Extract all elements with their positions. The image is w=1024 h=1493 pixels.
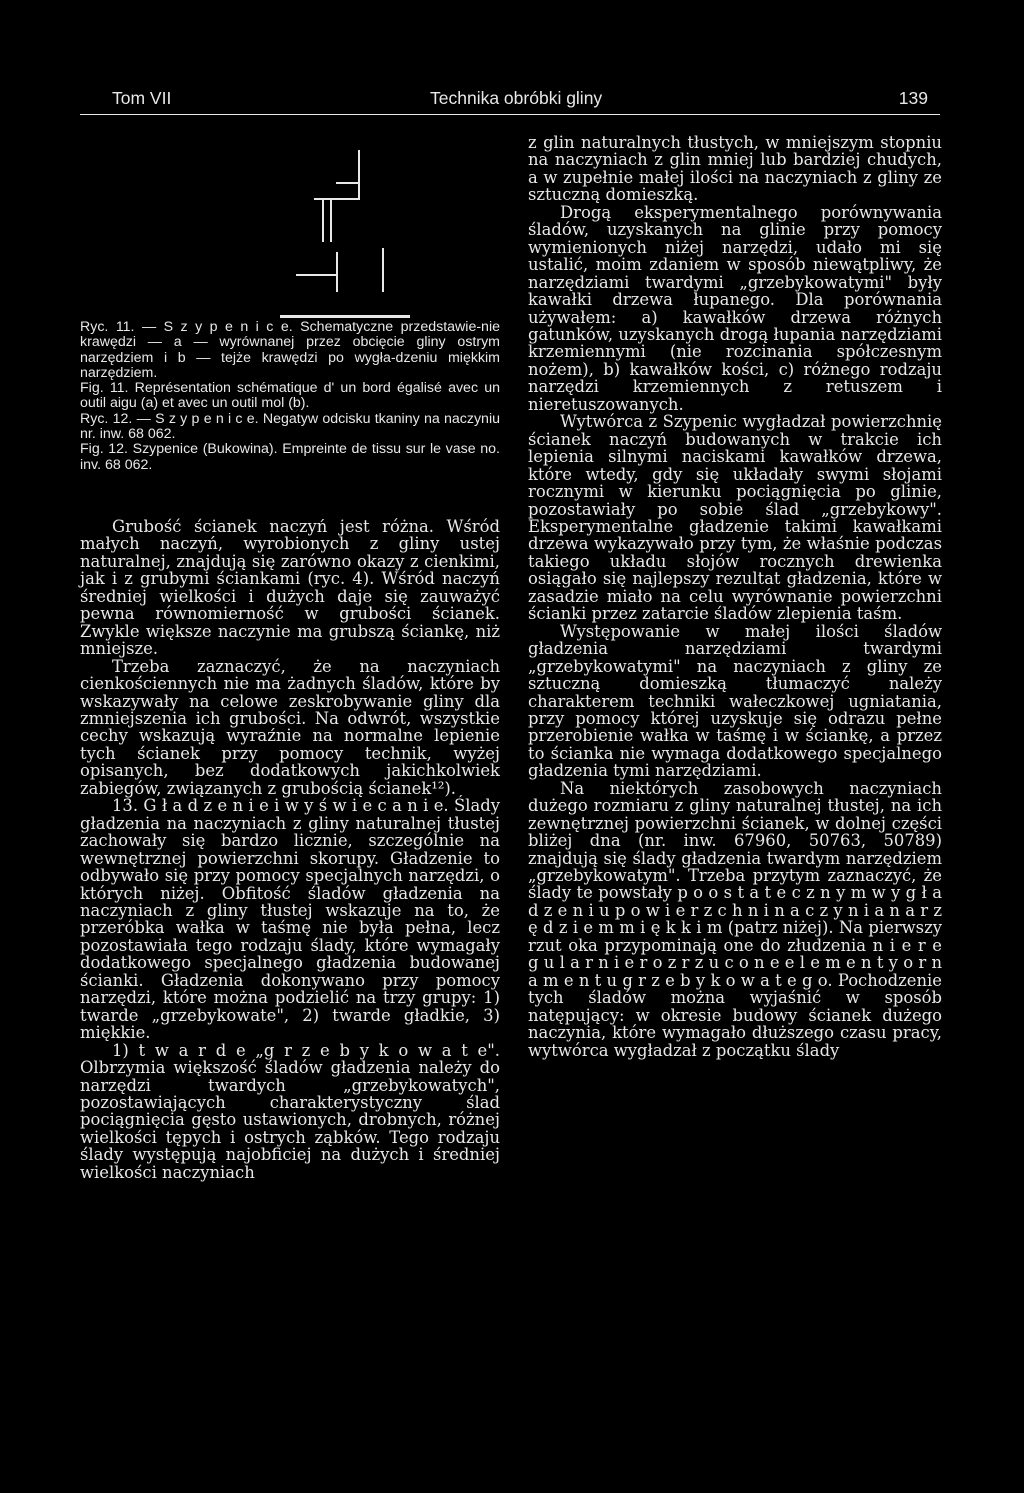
paragraph: Trzeba zaznaczyć, że na naczyniach cienkościennych nie ma żadnych śladów, które by wskazywały na celowe zeskrobywanie gliny dla zmniejszenia ich grubości. Na odwrót, wszystkie cechy wskazują wyraźnie na normalne lepienie tych ścianek przy pomocy technik, wyżej opisanych, bez dodatkowych jakichkolwiek zabiegów, związanych z grubością ścianek¹²).: [80, 656, 500, 798]
running-header: [80, 88, 940, 115]
caption-ryc-11: Ryc. 11. — S z y p e n i c e. Schematyczne przedstawie-nie krawędzi — a — wyrównanej przez obcięcie gliny ostrym narzędziem i b — tejże krawędzi po wygła-dzeniu miękkim narzędziem.: [80, 319, 500, 381]
paragraph: 13. G ł a d z e n i e i w y ś w i e c a n i e. Ślady gładzenia na naczyniach z gliny naturalnej tłustej zachowały się bardzo licznie, szczególnie na wewnętrznej powierzchni skorupy. Gładzenie to odbywało się przy pomocy specjalnych narzędzi, o których niżej. Obfitość śladów gładzenia na naczyniach z gliny tłustej wskazuje na to, że przeróbka wałka w taśmę nie była pełna, lecz pozostawiała tego rodzaju ślady, które wymagały dodatkowego specjalnego gładzenia budowanej ścianki. Gładzenia dokonywano przy pomocy narzędzi, które można podzielić na trzy grupy: 1) twarde „grzebykowate", 2) twarde gładkie, 3) miękkie.: [80, 796, 500, 1043]
paragraph: Drogą eksperymentalnego porównywania śladów, uzyskanych na glinie przy pomocy wymienionych niżej narzędzi, udało mi się ustalić, moim zdaniem w sposób niewątpliwy, że narzędziami twardymi „grzebykowatymi" były kawałki drzewa łupanego. Dla porównania używałem: a) kawałków drzewa różnych gatunków, uzyskanych drogą łupania narzędziami krzemiennymi (nie rozcinania spółczesnym nożem), b) kawałków kości, c) różnego rodzaju narzędzi krzemiennych z retuszem i nieretuszowanych.: [528, 202, 942, 414]
paragraph: Występowanie w małej ilości śladów gładzenia narzędziami twardymi „grzebykowatymi" na naczyniach z gliny ze sztuczną domieszką tłumaczyć należy charakterem techniki wałeczkowej ugniatania, przy pomocy której uzyskuje się odrazu pełne przerobienie wałka w taśmę i w ściankę, a przez to ścianka nie wymaga dodatkowego specjalnego gładzenia tymi narzędziami.: [528, 621, 942, 781]
page-number: 139: [898, 88, 928, 108]
paragraph: Grubość ścianek naczyń jest różna. Wśród małych naczyń, wyrobionych z gliny ustej naturalnej, znajdują się zarówno okazy z cienkimi, jak i z grubymi ściankami (ryc. 4). Wśród naczyń średniej wielkości i dużych daje się zauważyć pewna równomierność w grubości ścianek. Zwykle większe naczynie ma grubszą ściankę, niż mniejsze.: [80, 517, 500, 659]
caption-ryc-12: Ryc. 12. — S z y p e n i c e. Negatyw odcisku tkaniny na naczyniu nr. inw. 68 062.: [80, 410, 500, 443]
caption-fig-11: Fig. 11. Représentation schématique d' un bord égalisé avec un outil aigu (a) et avec un outil mol (b).: [80, 380, 500, 412]
figure-caption: [80, 320, 500, 473]
figure-schematic-edges: [280, 150, 420, 325]
paragraph: 1) t w a r d e „g r z e b y k o w a t e". Olbrzymia większość śladów gładzenia należy do narzędzi twardych „grzebykowatych", pozostawiających charakterystyczny ślad pociągnięcia gęsto ustawionych, drobnych, różnej wielkości tępych i ostrych ząbków. Tego rodzaju ślady występują najobficiej na dużych i średniej wielkości naczyniach: [80, 1040, 500, 1182]
caption-fig-12: Fig. 12. Szypenice (Bukowina). Empreinte de tissu sur le vase no. inv. 68 062.: [80, 441, 500, 473]
running-title: Technika obróbki gliny: [430, 88, 603, 108]
left-text-column: [80, 518, 500, 1181]
paragraph: Na niektórych zasobowych naczyniach dużego rozmiaru z gliny naturalnej tłustej, na ich zewnętrznej powierzchni ścianek, w dolnej części bliżej dna (nr. inw. 67960, 50763, 50789) znajdują się ślady gładzenia twardym narzędziem „grzebykowatym". Trzeba przytym zaznaczyć, że ślady te powstały p o o s t a t e c z n y m w y g ł a d z e n i u p o w i e r z c h n i n a c z y n i a n a r z ę d z i e m m i ę k k i m (patrz niżej). Na pierwszy rzut oka przypominają one do złudzenia n i e r e g u l a r n i e r o z r z u c o n e e l e m e n t y o r n a m e n t u g r z e b y k o w a t e g o. Pochodzenie tych śladów można wyjaśnić w sposób natępujący: w okresie budowy ścianek dużego naczynia, które wymagało dłuższego czasu pracy, wytwórca wygładzał z początku ślady: [528, 778, 942, 1060]
paragraph: Wytwórca z Szypenic wygładzał powierzchnię ścianek naczyń budowanych w trakcie ich lepienia silnymi naciskami kawałków drzewa, które wtedy, gdy się układały swymi słojami rocznymi w kierunku pociągnięcia po glinie, pozostawiały po sobie ślad „grzebykowy". Eksperymentalne gładzenie takimi kawałkami drzewa wykazywało przy tym, że właśnie podczas takiego układu słojów rocznych drewienka osiągało się najlepszy rezultat gładzenia, które w zasadzie miało na celu wyrównanie powierzchni ścianki przez zatarcie śladów zlepienia taśm.: [528, 412, 942, 624]
right-text-column: [528, 134, 942, 1059]
volume-label: Tom VII: [112, 88, 172, 108]
paragraph: z glin naturalnych tłustych, w mniejszym stopniu na naczyniach z glin mniej lub bardziej chudych, a w zupełnie małej ilości na naczyniach z gliny ze sztuczną domieszką.: [528, 133, 942, 205]
